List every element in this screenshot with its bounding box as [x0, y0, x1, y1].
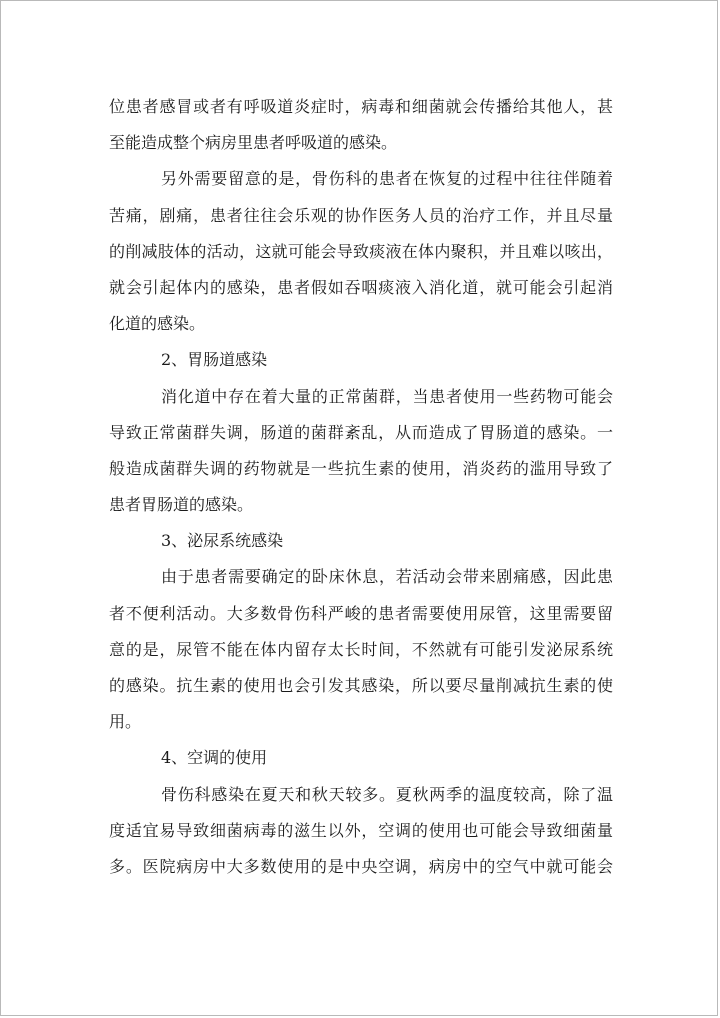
body-line: 位患者感冒或者有呼吸道炎症时，病毒和细菌就会传播给其他人，甚 — [109, 97, 613, 116]
body-line: 者不便利活动。大多数骨伤科严峻的患者需要使用尿管，这里需要留 — [109, 603, 613, 623]
body-line: 至能造成整个病房里患者呼吸道的感染。 — [109, 133, 398, 153]
body-line: 用。 — [109, 712, 142, 732]
body-line: 意的是，尿管不能在体内留存太长时间，不然就有可能引发泌尿系统 — [109, 639, 613, 659]
section-heading: 4、空调的使用 — [161, 748, 268, 768]
paragraph-start-line: 骨伤科感染在夏天和秋天较多。夏秋两季的温度较高，除了温 — [161, 784, 613, 804]
section-heading: 3、泌尿系统感染 — [161, 531, 284, 551]
body-line: 导致正常菌群失调，肠道的菌群紊乱，从而造成了胃肠道的感染。一 — [109, 422, 613, 442]
body-line: 度适宜易导致细菌病毒的滋生以外，空调的使用也可能会导致细菌量 — [109, 820, 613, 840]
body-line: 的削减肢体的活动，这就可能会导致痰液在体内聚积，并且难以咳出， — [109, 241, 613, 261]
document-body — [109, 89, 613, 885]
body-line: 患者胃肠道的感染。 — [109, 495, 254, 515]
body-line: 苦痛，剧痛，患者往往会乐观的协作医务人员的治疗工作，并且尽量 — [109, 205, 613, 225]
paragraph-start-line: 另外需要留意的是，骨伤科的患者在恢复的过程中往往伴随着 — [161, 169, 613, 189]
body-line: 的感染。抗生素的使用也会引发其感染，所以要尽量削减抗生素的使 — [109, 676, 613, 695]
body-line: 化道的感染。 — [109, 314, 206, 334]
paragraph-start-line: 由于患者需要确定的卧床休息，若活动会带来剧痛感，因此患 — [161, 567, 613, 587]
body-line: 多。医院病房中大多数使用的是中央空调，病房中的空气中就可能会 — [109, 856, 613, 876]
paragraph-start-line: 消化道中存在着大量的正常菌群，当患者使用一些药物可能会 — [161, 386, 613, 406]
section-heading: 2、胃肠道感染 — [161, 350, 268, 370]
body-line: 般造成菌群失调的药物就是一些抗生素的使用，消炎药的滥用导致了 — [109, 458, 613, 478]
body-line: 就会引起体内的感染，患者假如吞咽痰液入消化道，就可能会引起消 — [109, 277, 613, 297]
